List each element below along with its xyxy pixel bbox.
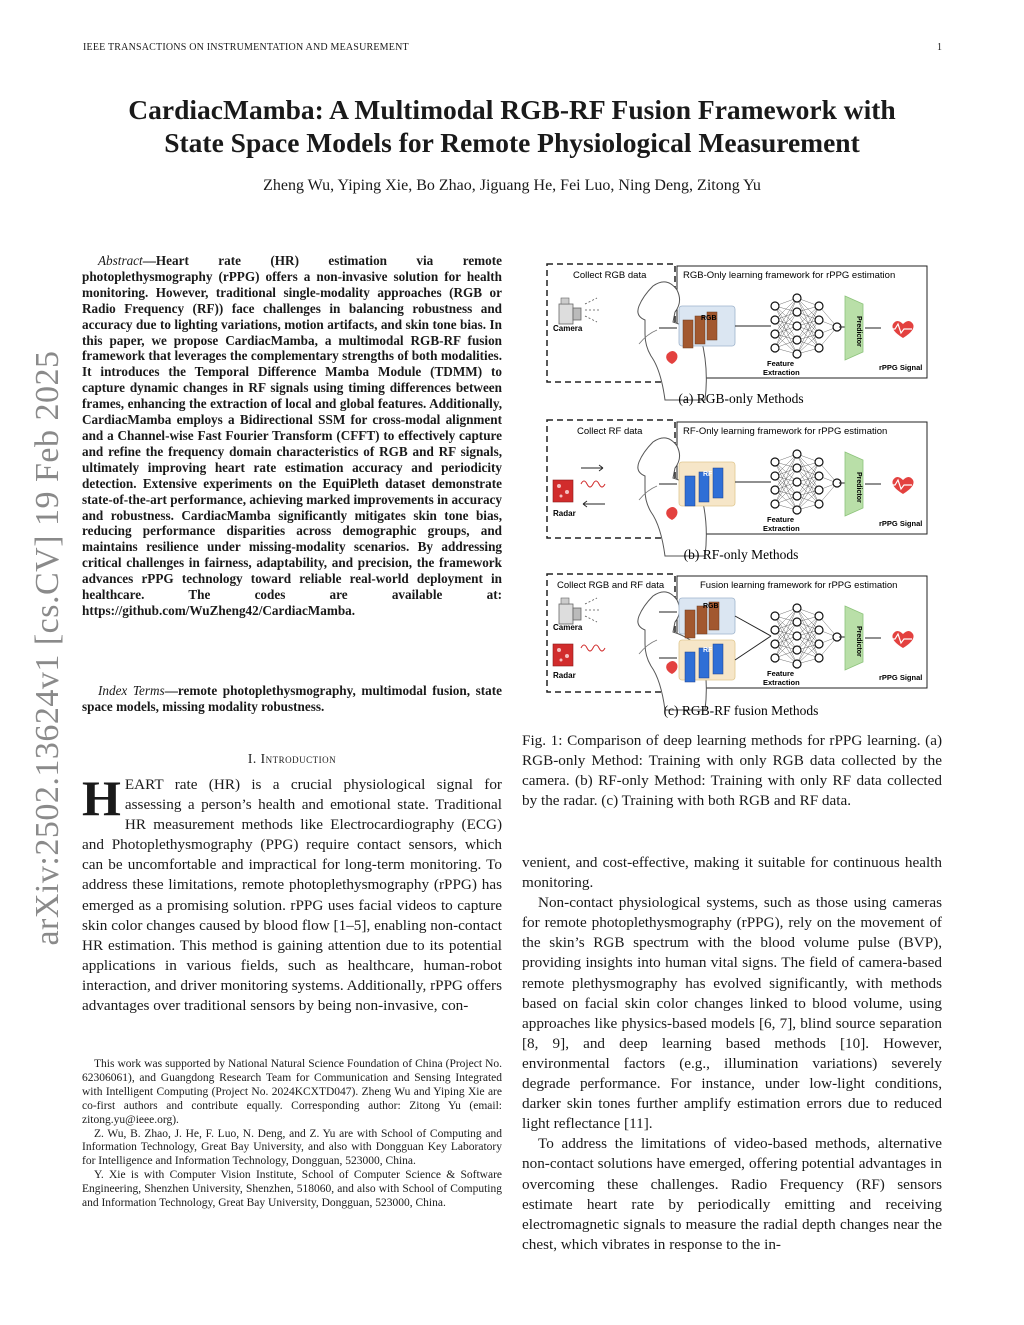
abstract <box>82 253 502 619</box>
index-terms <box>82 683 502 715</box>
page-number: 1 <box>937 42 943 53</box>
continued-paragraph: venient, and cost-effective, making it suitable for continuous health monitoring. <box>522 854 942 892</box>
panel-c <box>547 574 927 710</box>
feature-label-2: Extraction <box>763 368 800 377</box>
svg-text:Predictor: Predictor <box>855 626 862 657</box>
predictor-label: Predictor <box>855 316 862 347</box>
panel-a-collect-label: Collect RGB data <box>573 270 647 281</box>
drop-cap: H <box>82 770 121 826</box>
footnotes <box>82 1058 502 1211</box>
feature-label-1: Feature <box>767 359 795 368</box>
svg-text:Feature: Feature <box>767 515 795 524</box>
svg-text:Predictor: Predictor <box>855 472 862 503</box>
index-terms-text: —remote photoplethysmography, multimodal fusion, state space models, missing modality robustness. <box>82 683 502 714</box>
camera-icon <box>559 298 581 324</box>
abstract-label: Abstract <box>98 253 143 268</box>
footnote-funding: This work was supported by National Natural Science Foundation of China (Project No. 62306061), and Guangdong Research Team for Communication and Sensing Integrated with Intelligent Computing (Project No. 2024KCXTD047). Zheng Wu and Yiping Xie are co-first authors and contribute equally. Corresponding author: Zitong Yu (email: zitong.yu@ieee.org). <box>82 1058 502 1126</box>
svg-text:rPPG Signal: rPPG Signal <box>879 519 923 528</box>
figure-caption: Fig. 1: Comparison of deep learning methods for rPPG learning. (a) RGB-only Method: Training with only RGB data collected by the camera. (b) RF-only Method: Training with only RF data collected by the radar. (c) Training with both RGB and RF data. <box>522 732 942 810</box>
panel-b-collect-label: Collect RF data <box>577 426 643 437</box>
rgb-label: RGB <box>701 315 717 322</box>
radar-label: Radar <box>553 509 576 518</box>
panel-a-caption: (a) RGB-only Methods <box>678 391 804 406</box>
panel-b <box>547 420 927 556</box>
footnote-affiliation-2: Y. Xie is with Computer Vision Institute, School of Computer Science & Software Engineering, Shenzhen University, Shenzhen, 518060, and also with School of Computing and Information Technology, Great Bay University, Dongguan, 523000, China. <box>82 1169 502 1210</box>
abstract-text: —Heart rate (HR) estimation via remote photoplethysmography (rPPG) offers a non-invasive solution for health monitoring. However, traditional single-modality approaches (RGB or Radio Frequency (RF)) face challenges in balancing robustness and accuracy due to lighting variations, motion artifacts, and skin tone bias. In this paper, we propose CardiacMamba, a multimodal RGB-RF fusion framework that leverages the complementary strengths of both modalities. It introduces the Temporal Difference Mamba Module (TDMM) to capture dynamic changes in RF signals using timing differences between frames, enhancing the extraction of local and global features. Additionally, CardiacMamba employs a Bidirectional SSM for cross-modal alignment and a Channel-wise Fast Fourier Transform (CFFT) to effectively capture and refine the frequency domain characteristics of RGB and RF signals, ultimately improving heart rate estimation accuracy and periodicity detection. Extensive experiments on the EquiPleth dataset demonstrate state-of-the-art performance, achieving marked improvements in accuracy and robustness. CardiacMamba significantly mitigates skin tone bias, reducing performance disparities across demographic groups, and maintains resilience under missing-modality scenarios. By addressing critical challenges in fairness, adaptability, and precision, the framework advances rPPG technology toward reliable real-world deployment in healthcare. The codes are available at: https://github.com/WuZheng42/CardiacMamba. <box>82 253 502 618</box>
intro-paragraph: EART rate (HR) is a crucial physiological signal for assessing a person’s health and emotional state. Traditional HR measurement methods like Electrocardiography (ECG) and Photoplethysmography (PPG) require contact sensors, which can be uncomfortable and impractical for long-term monitoring. To address these limitations, remote photoplethysmography (rPPG) has emerged as a promising solution. rPPG uses facial videos to capture skin color changes caused by blood flow [1–5], enabling non-contact HR estimation. This method is gaining attention due to its potential applications in various fields, such as healthcare, human-robot interaction, and driver monitoring systems. Additionally, rPPG offers advantages over traditional sensors by being non-invasive, con- <box>82 776 502 1015</box>
panel-c-framework-label: Fusion learning framework for rPPG estimation <box>700 580 898 591</box>
footnote-affiliation-1: Z. Wu, B. Zhao, J. He, F. Luo, N. Deng, and Z. Yu are with School of Computing and Information Technology, Great Bay University, and also with Dongguan Key Laboratory for Intelligence and Information Technology, Dongguan, 523000, China. <box>82 1127 502 1168</box>
svg-text:Radar: Radar <box>553 671 576 680</box>
section-heading: I. Introduction <box>247 751 337 766</box>
rf-label: RF <box>703 471 713 478</box>
svg-text:RF: RF <box>703 647 713 654</box>
introduction-text <box>82 770 502 1016</box>
svg-text:Extraction: Extraction <box>763 524 800 533</box>
svg-text:Feature: Feature <box>767 669 795 678</box>
rppg-signal-label: rPPG Signal <box>879 363 923 372</box>
svg-text:RGB: RGB <box>703 603 719 610</box>
figure-1-diagram <box>545 262 937 722</box>
svg-text:Camera: Camera <box>553 623 583 632</box>
paragraph-2: Non-contact physiological systems, such as those using cameras for remote photoplethysmography (rPPG), rely on the movement of the skin’s RGB spectrum with the blood volume pulse (BVP), providing insights into human vital signs. The field of camera-based remote plethysmography has evolved significantly, with methods based on facial skin color changes linked to blood volume, using approaches like physics-based models [6, 7], blind source separation [8, 9], and deep learning based methods [10]. However, environmental factors (e.g., illumination variations) severely degrade performance. For instance, under low-light conditions, darker skin tones further amplify estimation errors due to reduced light reflectance [11]. <box>522 894 942 1133</box>
panel-a <box>547 264 927 400</box>
figure-1 <box>545 262 937 727</box>
radar-icon <box>553 480 573 502</box>
panel-c-collect-label: Collect RGB and RF data <box>557 580 665 591</box>
panel-c-caption: (c) RGB-RF fusion Methods <box>663 703 819 718</box>
paragraph-3: To address the limitations of video-based methods, alternative non-contact solutions have emerged, offering potential advantages in overcoming these challenges. Radio Frequency (RF) sensors estimate heart rate by periodically emitting and receiving electromagnetic signals to measure the radial depth changes near the chest, which vibrates in response to the in- <box>522 1135 942 1253</box>
panel-b-framework-label: RF-Only learning framework for rPPG estimation <box>683 426 888 437</box>
svg-text:rPPG Signal: rPPG Signal <box>879 673 923 682</box>
running-header: IEEE TRANSACTIONS ON INSTRUMENTATION AND MEASUREMENT <box>83 42 409 53</box>
panel-a-framework-label: RGB-Only learning framework for rPPG estimation <box>683 270 896 281</box>
camera-label: Camera <box>553 324 583 333</box>
paper-title: CardiacMamba: A Multimodal RGB-RF Fusion Framework with State Space Models for Remote Physiological Measurement <box>128 94 896 158</box>
right-column-text <box>522 853 942 1255</box>
index-terms-label: Index Terms <box>98 683 165 698</box>
author-list: Zheng Wu, Yiping Xie, Bo Zhao, Jiguang He, Fei Luo, Ning Deng, Zitong Yu <box>263 177 761 194</box>
svg-text:Extraction: Extraction <box>763 678 800 687</box>
panel-b-caption: (b) RF-only Methods <box>683 547 799 562</box>
